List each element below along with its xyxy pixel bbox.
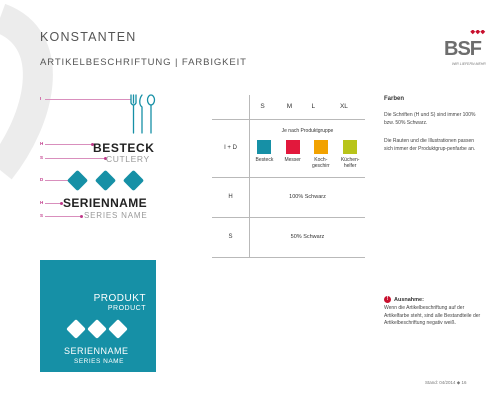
page-subtitle: ARTIKELBESCHRIFTUNG | FARBIGKEIT: [40, 57, 247, 68]
size-header: M: [275, 95, 304, 119]
white-diamond-3: [108, 319, 128, 339]
guide-line-series-subline: [45, 216, 81, 217]
bsf-logo: [443, 30, 487, 62]
white-diamond-2: [87, 319, 107, 339]
negative-product: PRODUKT: [93, 293, 146, 304]
swatch-item: [312, 140, 330, 169]
color-swatch-kochgeschirr: [314, 140, 328, 154]
color-swatch-messer: [286, 140, 300, 154]
negative-sample-box: [40, 260, 156, 372]
guide-label-headline: H: [40, 141, 44, 146]
swatch-item: [256, 140, 274, 169]
table-header-row: [212, 95, 365, 119]
guide-line-subline: [45, 158, 104, 159]
swatch-label: Koch- geschirr: [311, 156, 330, 169]
table-corner: [212, 95, 250, 119]
product-group-colors: [250, 119, 366, 177]
product-group-name-en: CUTLERY: [106, 154, 150, 164]
exclamation-icon: !: [384, 296, 391, 303]
notes-heading: Farben: [384, 96, 405, 102]
page-footer: Stand: 04/2014 ◆ 16: [425, 380, 467, 385]
logo-tagline: WIR LIEFERN MEHR: [452, 62, 486, 66]
negative-product-en: PRODUCT: [107, 305, 146, 312]
guide-line-series-headline: [45, 203, 61, 204]
series-name: SERIENNAME: [63, 196, 148, 210]
diamond-shape-1: [67, 170, 88, 191]
swatch-label: Küchen- helfer: [340, 156, 360, 169]
table-row: [212, 119, 365, 177]
table-row: [212, 217, 365, 257]
white-diamond-1: [66, 319, 86, 339]
guide-label-illustration: I: [40, 96, 42, 101]
diamond-shape-3: [123, 170, 144, 191]
warning-text: Wenn die Artikelbeschriftung auf der Artikelfarbe steht, sind alle Bestandteile der Artikelbeschriftung negativ weiß.: [384, 305, 481, 326]
note-paragraph: Die Schriften (H und S) sind immer 100% bzw. 50% Schwarz.: [384, 112, 476, 126]
cutlery-illustration-icon: [128, 93, 158, 135]
color-swatch-kuechenhelfer: [343, 140, 357, 154]
size-header: S: [250, 95, 276, 119]
swatch-item: [284, 140, 300, 169]
product-group-name: BESTECK: [93, 141, 155, 155]
color-swatch-besteck: [257, 140, 271, 154]
color-table: [212, 95, 365, 258]
page-title: KONSTANTEN: [40, 30, 137, 44]
swatch-label: Besteck: [255, 156, 274, 163]
guide-label-series-subline: S: [40, 213, 44, 218]
guide-line-headline: [45, 144, 91, 145]
swatch-label: Messer: [284, 156, 301, 163]
negative-series-name: SERIENNAME: [64, 346, 129, 356]
guide-dot: [80, 215, 83, 218]
row-value: 50% Schwarz: [250, 217, 366, 257]
diamond-shape-2: [95, 170, 116, 191]
note-paragraph: Die Rauten und die Illustrationen passen sich immer der Produktgrup-penfarbe an.: [384, 138, 476, 152]
size-header: XL: [323, 95, 365, 119]
guide-label-diamonds: D: [40, 177, 44, 182]
warning-title: Ausnahme:: [394, 297, 424, 303]
swatch-item: [341, 140, 360, 169]
row-value: 100% Schwarz: [250, 177, 366, 217]
guide-line-illustration: [45, 99, 131, 100]
row-label: I + D: [212, 119, 250, 177]
row-label: H: [212, 177, 250, 217]
series-name-en: SERIES NAME: [84, 211, 148, 220]
negative-series-name-en: SERIES NAME: [74, 358, 124, 365]
logo-wordmark: BSF: [444, 38, 481, 60]
guide-label-subline: S: [40, 155, 44, 160]
table-row: [212, 177, 365, 217]
product-group-caption: Je nach Produktgruppe: [281, 127, 334, 134]
size-header: L: [304, 95, 323, 119]
row-label: S: [212, 217, 250, 257]
guide-label-series-headline: H: [40, 200, 44, 205]
